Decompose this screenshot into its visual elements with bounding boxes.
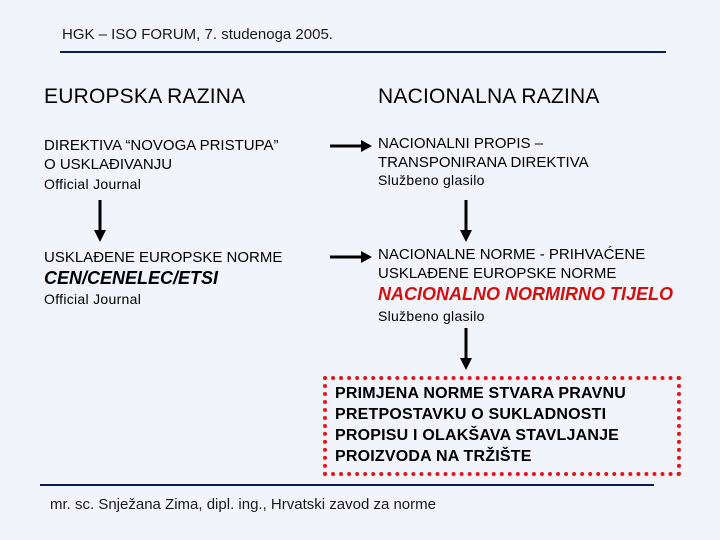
eu-directive-text (44, 136, 334, 174)
footer-author: mr. sc. Snježana Zima, dipl. ing., Hrvatski zavod za norme (50, 496, 436, 513)
eu-directive-line2: O USKLAĐIVANJU (44, 156, 173, 173)
national-regulation-line2: TRANSPONIRANA DIREKTIVA (378, 154, 589, 171)
national-regulation-text (378, 134, 698, 172)
eu-directive-line1: DIREKTIVA “NOVOGA PRISTUPA” (44, 137, 279, 154)
down-arrow-icon (460, 200, 472, 242)
right-column-heading: NACIONALNA RAZINA (378, 85, 600, 108)
slide-header: HGK – ISO FORUM, 7. studenoga 2005. (62, 26, 333, 43)
header-rule (60, 51, 666, 53)
national-standards-source: Službeno glasilo (378, 308, 485, 324)
national-regulation-line1: NACIONALNI PROPIS – (378, 135, 544, 152)
right-arrow-icon (330, 140, 372, 152)
down-arrow-icon (94, 200, 106, 242)
national-regulation-source: Službeno glasilo (378, 172, 485, 188)
legal-presumption-line3: PROPISU I OLAKŠAVA STAVLJANJE (335, 427, 620, 444)
national-standards-line1: NACIONALNE NORME - PRIHVAĆENE (378, 246, 646, 263)
eu-standards-source: Official Journal (44, 291, 142, 307)
legal-presumption-line4: PROIZVODA NA TRŽIŠTE (335, 448, 532, 465)
left-column-heading: EUROPSKA RAZINA (44, 85, 246, 108)
legal-presumption-box (323, 376, 681, 476)
national-standards-line2: USKLAĐENE EUROPSKE NORME (378, 265, 617, 282)
right-arrow-icon (330, 251, 372, 263)
national-standards-text (378, 245, 708, 283)
legal-presumption-line1: PRIMJENA NORME STVARA PRAVNU (335, 385, 626, 402)
down-arrow-icon (460, 328, 472, 370)
eu-standards-bodies: CEN/CENELEC/ETSI (44, 268, 219, 288)
legal-presumption-text (335, 383, 665, 467)
footer-rule (40, 484, 654, 486)
eu-harmonised-standards-text: USKLAĐENE EUROPSKE NORME (44, 249, 283, 266)
eu-directive-source: Official Journal (44, 176, 142, 192)
legal-presumption-line2: PRETPOSTAVKU O SUKLADNOSTI (335, 406, 607, 423)
national-standards-body: NACIONALNO NORMIRNO TIJELO (378, 284, 673, 304)
